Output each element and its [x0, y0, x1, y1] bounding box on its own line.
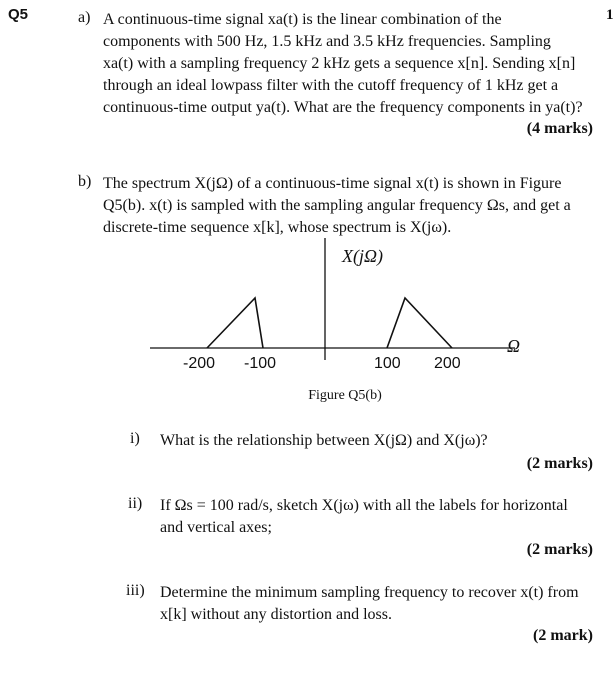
tick-label-neg100: -100: [244, 355, 277, 372]
part-a-line-1: A continuous-time signal xa(t) is the linear combination of the: [103, 11, 502, 28]
left-triangle-spectrum: [207, 298, 263, 348]
sub-question-i-line-1: What is the relationship between X(jΩ) and X(jω)?: [160, 432, 488, 449]
tick-label-200: 200: [434, 355, 461, 372]
sub-question-iii-numeral: iii): [126, 582, 145, 599]
y-axis-label: X(jΩ): [342, 246, 384, 266]
part-a-line-2: components with 500 Hz, 1.5 kHz and 3.5 kHz frequencies. Sampling: [103, 33, 551, 50]
part-b-line-2: Q5(b). x(t) is sampled with the sampling angular frequency Ωs, and get a: [103, 197, 571, 214]
part-a-line-3: xa(t) with a sampling frequency 2 kHz gets a sequence x[n]. Sending x[n]: [103, 55, 576, 72]
x-axis-label: Ω: [507, 336, 521, 356]
sub-question-iii-marks: (2 mark): [533, 627, 593, 644]
sub-question-iii-text: [160, 582, 592, 626]
page-edge-number: 1: [606, 7, 614, 23]
part-b-line-1: The spectrum X(jΩ) of a continuous-time signal x(t) is shown in Figure: [103, 175, 562, 192]
sub-question-ii-line-2: and vertical axes;: [160, 519, 272, 536]
figure-caption: Figure Q5(b): [308, 388, 382, 403]
sub-question-ii-marks: (2 marks): [526, 541, 593, 558]
sub-question-i-marks: (2 marks): [526, 455, 593, 472]
spectrum-figure: [150, 238, 540, 378]
part-b-line-3: discrete-time sequence x[k], whose spectrum is X(jω).: [103, 219, 452, 236]
part-a-line-5: continuous-time output ya(t). What are the frequency components in ya(t)?: [103, 99, 583, 116]
part-b-text: [103, 173, 593, 239]
sub-question-i-numeral: i): [130, 430, 140, 447]
sub-question-i-text: [160, 430, 592, 452]
tick-label-neg200: -200: [183, 355, 216, 372]
part-a-line-4: through an ideal lowpass filter with the cutoff frequency of 1 kHz get a: [103, 77, 559, 94]
part-a-letter: a): [78, 9, 91, 26]
sub-question-ii-line-1: If Ωs = 100 rad/s, sketch X(jω) with all the labels for horizontal: [160, 497, 568, 514]
sub-question-iii-line-1: Determine the minimum sampling frequency to recover x(t) from: [160, 584, 579, 601]
right-triangle-spectrum: [387, 298, 452, 348]
sub-question-iii-line-2: x[k] without any distortion and loss.: [160, 606, 392, 623]
part-a-text: [103, 9, 593, 119]
sub-question-ii-text: [160, 495, 592, 539]
part-b-letter: b): [78, 173, 92, 190]
sub-question-ii-numeral: ii): [128, 495, 143, 512]
question-number: Q5: [8, 6, 29, 23]
tick-label-100: 100: [374, 355, 401, 372]
part-a-marks: (4 marks): [526, 120, 593, 137]
